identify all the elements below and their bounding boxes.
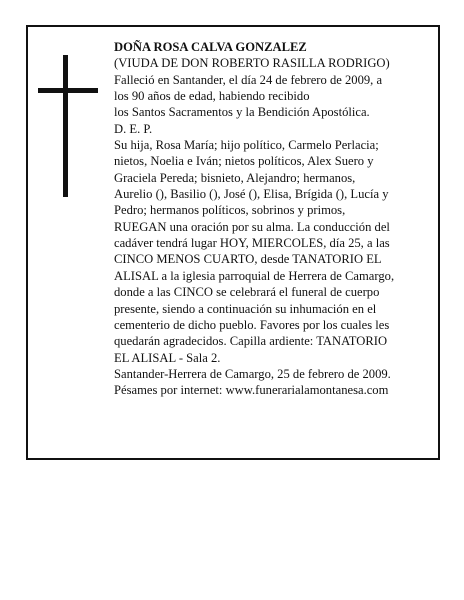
cross-horizontal-bar	[38, 88, 98, 93]
text-line: cadáver tendrá lugar HOY, MIERCOLES, día 25, a las	[114, 236, 390, 251]
text-line: Santander-Herrera de Camargo, 25 de febrero de 2009.	[114, 366, 391, 381]
text-line: Pedro; hermanos políticos, sobrinos y primos,	[114, 203, 346, 218]
text-line: Su hija, Rosa María; hijo político, Carmelo Perlacia;	[114, 138, 379, 153]
text-line: D. E. P.	[114, 121, 153, 136]
text-line: donde a las CINCO se celebrará el funeral de cuerpo	[114, 285, 380, 300]
cross-icon	[38, 55, 98, 197]
text-line: quedarán agradecidos. Capilla ardiente: TANATORIO	[114, 334, 388, 349]
text-line: CINCO MENOS CUARTO, desde TANATORIO EL	[114, 252, 382, 267]
text-line: ALISAL a la iglesia parroquial de Herrera de Camargo,	[114, 268, 395, 283]
text-line: Pésames por internet: www.funerarialamontanesa.com	[114, 383, 389, 398]
text-line: RUEGAN una oración por su alma. La conducción del	[114, 219, 390, 234]
text-line: EL ALISAL - Sala 2.	[114, 350, 221, 365]
obituary-text	[114, 39, 430, 399]
text-line: cementerio de dicho pueblo. Favores por los cuales les	[114, 317, 390, 332]
text-line: presente, siendo a continuación su inhumación en el	[114, 301, 377, 316]
text-line: nietos, Noelia e Iván; nietos políticos, Alex Suero y	[114, 154, 374, 169]
text-line: los Santos Sacramentos y la Bendición Apostólica.	[114, 105, 370, 120]
deceased-name: DOÑA ROSA CALVA GONZALEZ	[114, 40, 307, 54]
text-line: Falleció en Santander, el día 24 de febrero de 2009, a	[114, 72, 383, 87]
text-line: (VIUDA DE DON ROBERTO RASILLA RODRIGO)	[114, 56, 390, 71]
cross-vertical-bar	[63, 55, 68, 197]
text-line: los 90 años de edad, habiendo recibido	[114, 89, 310, 104]
text-line: Graciela Pereda; bisnieto, Alejandro; hermanos,	[114, 170, 356, 185]
text-line: Aurelio (), Basilio (), José (), Elisa, Brígida (), Lucía y	[114, 187, 389, 202]
